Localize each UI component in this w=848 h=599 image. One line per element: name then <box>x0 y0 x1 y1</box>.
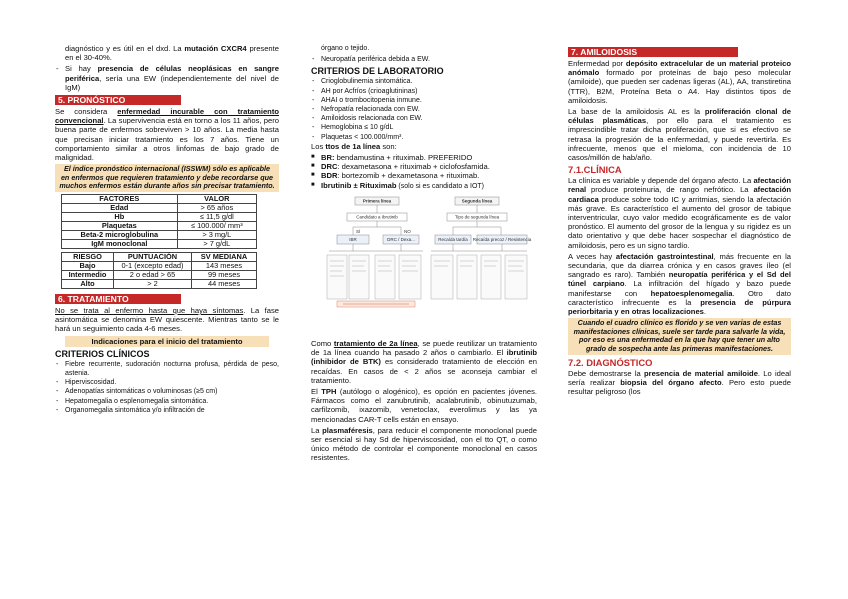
table-row: Bajo 0-1 (excepto edad) 143 meses <box>62 262 257 271</box>
amyloidosis-al-paragraph: La base de la amiloidosis AL es la proliferación clonal de células plasmáticas, por ello para el tratamiento es imprescindible tratar dicha proliferación, que si es efectivo se retrasa la progresión de la enfermedad, y puede revertirla. Es infrecuente, menos que el mieloma, con incidencia de 10 casos/millón de hab/año. <box>568 107 792 163</box>
table-row: Plaquetas ≤ 100.000/ mm³ <box>62 222 257 231</box>
diagram-leaf-boxes <box>327 255 527 299</box>
clinical-warning-note: Cuando el cuadro clínico es florido y se ven varias de estas manifestaciones clínicas, suele ser tarde para salvarle la vida, por eso es una enfermedad en la que hay que tener un alto grado de sospecha ante las primeras manifestaciones. <box>568 318 791 354</box>
amyloidosis-def-paragraph: Enfermedad por depósito extracelular de un material proteico anómalo formado por proteínas de bajo peso molecular (amiloide), que pueden ser cadenas ligeras (AL), AA, transtiretina (TTR), B2M, Proteína Beta o A4. Hay distintos tipos de amiloidosis. <box>568 59 791 105</box>
list-item: - Plaquetas < 100.000/mm³. <box>311 133 537 142</box>
factors-table <box>61 194 257 249</box>
column-right <box>568 44 791 398</box>
column-left <box>55 44 279 415</box>
list-item: - AH por Acfríos (crioaglutininas) <box>311 87 537 96</box>
treatment-drc: ■ DRC: dexametasona + rituximab + ciclofosfamida. <box>311 162 537 171</box>
primera-linea-label: Primera línea <box>362 198 392 204</box>
subsection-clinica: 7.1.CLÍNICA <box>568 164 622 176</box>
gastro-paragraph: A veces hay afectación gastrointestinal, más frecuente en la secundaria, que da diarrea crónica y en casos graves íleo (el sangrado es raro). También neuropatía periférica y el Sd del túnel carpiano. La infiltración del hígado y bazo puede manifestarse con hepatoesplenomegalia. Otro dato característico infrecuente es la presencia de púrpura periorbitaria y en otras localizaciones. <box>568 251 791 317</box>
risk-table: RIESGO PUNTUACIÓN SV MEDIANA Bajo 0-1 (excepto edad) 143 meses Intermedio 2 o edad > 65 99 meses Alto > 2 44 meses <box>61 252 257 289</box>
subsection-diagnostico: 7.2. DIAGNÓSTICO <box>568 356 653 368</box>
list-item: - Adenopatías sintomáticas o voluminosas (≥5 cm) <box>55 387 279 396</box>
list-item: - Neuropatía periférica debida a EW. <box>311 55 537 64</box>
list-item: - Hepatomegalia o esplenomegalia sintomática. <box>55 397 279 406</box>
table-row: Edad > 65 años <box>62 204 257 213</box>
intro-bullet: - Si hay presencia de células neoplásicas en sangre periférica, sería una EW (independientemente del nivel de IgM) <box>55 64 279 92</box>
treatment-br: ■ BR: bendamustina + rituximab. PREFERIDO <box>311 153 537 162</box>
drc-label: DRC / Dexa... <box>387 236 415 242</box>
factors-header-valor: VALOR <box>177 195 256 204</box>
treatment-ibrutinib: ■ Ibrutinib ± Rituximab (solo si es candidato a IOT) <box>311 181 537 191</box>
list-item: - Amiloidosis relacionada con EW. <box>311 114 537 123</box>
tph-paragraph: El TPH (autólogo o alogénico), es opción en pacientes jóvenes. Fármacos como el zanubrutinib, acalabrutinib, obinutuzumab, carfilzomib, ixazomib, venetoclax, everolimus y las ya mencionadas CAR-T cells están en ensayo. <box>311 387 537 424</box>
recaida-precoz-label: Recaída precoz / Resistencia <box>472 236 532 242</box>
si-label: SÍ <box>356 228 361 234</box>
table-row: Hb ≤ 11,5 g/dl <box>62 213 257 222</box>
factors-header-factores: FACTORES <box>62 195 178 204</box>
list-item: - Organomegalia sintomática y/o infiltración de <box>55 406 279 415</box>
plasmapheresis-paragraph: La plasmaféresis, para reducir el componente monoclonal puede ser esencial si hay Sd de hiperviscosidad, con el tto QT, o como único método de controlar el componente monoclonal en casos resistentes. <box>311 425 537 463</box>
candidato-label: Candidato a Ibrutinib <box>356 214 398 220</box>
table-row: Intermedio 2 o edad > 65 99 meses <box>62 271 257 280</box>
list-item: - Hiperviscosidad. <box>55 378 279 387</box>
lab-criteria-heading: CRITERIOS DE LABORATORIO <box>311 66 444 77</box>
diagnostico-paragraph: Debe demostrarse la presencia de material amiloide. Lo ideal sería realizar biopsia del órgano afecto. Pero esto puede resultar peligroso (los <box>568 368 791 397</box>
recaida-tardia-label: Recaída tardía <box>438 236 468 242</box>
clinical-criteria-heading: CRITERIOS CLÍNICOS <box>55 348 150 359</box>
indications-banner: Indicaciones para el inicio del tratamiento <box>65 336 269 347</box>
column-middle <box>311 44 537 465</box>
list-item: - Crioglobulinemia sintomática. <box>311 77 537 86</box>
clinica-paragraph: La clínica es variable y depende del órgano afecto. La afectación renal produce proteinuria, de rango nefrótico. La afectación cardiaca produce sobre todo IC y arritmias, siendo la afectación más grave. Es característico el aumento del grosor de tabique interventricular, cuyo valor medido ecográficamente es de valor pronóstico. El aumento del grosor de la lengua y su rigidez es un dato orientativo y que debe hacer sospechar el diagnóstico de amiloidosis, pero es un signo tardío. <box>568 176 791 250</box>
prognosis-paragraph: Se considera enfermedad incurable con tratamiento convencional. La supervivencia está en torno a los 11 años, pero buena parte de enfermos sobreviven > 10 años. La media hasta que precisan iniciar tratamiento es los 7 años. Tiene un comportamiento similar a otros linfomas de bajo grado de malignidad. <box>55 107 279 163</box>
intro-paragraph: diagnóstico y es útil en el dxd. La mutación CXCR4 presente en el 30-40%. <box>65 44 279 63</box>
first-line-intro: Los ttos de 1a línea son: <box>311 141 397 151</box>
treatment-paragraph: No se trata al enfermo hasta que haya síntomas. La fase asintomática se denomina EW quiescente. Mientras tanto se le hará un seguimiento cada 4-6 meses. <box>55 306 279 334</box>
no-label: NO <box>404 228 411 234</box>
list-item: - Hemoglobina ≤ 10 g/dL <box>311 123 537 132</box>
segunda-linea-label: Segunda línea <box>461 198 493 204</box>
treatment-bdr: ■ BDR: bortezomib + dexametasona + rituximab. <box>311 171 537 180</box>
tipo-label: Tipo de segunda línea <box>454 214 500 220</box>
table-row: Beta-2 microglobulina > 3 mg/L <box>62 231 257 240</box>
list-item: - Fiebre recurrente, sudoración nocturna profusa, pérdida de peso, astenia. <box>55 360 279 378</box>
table-row: IgM monoclonal > 7 g/dL <box>62 240 257 249</box>
section-heading-amiloidosis: 7. AMILOIDOSIS <box>568 47 738 57</box>
section-heading-tratamiento: 6. TRATAMIENTO <box>55 294 181 304</box>
treatment-flow-diagram <box>323 193 533 333</box>
list-item: - Nefropatía relacionada con EW. <box>311 105 537 114</box>
ibr-label: IBR <box>349 236 357 242</box>
continued-text: órgano o tejido. <box>321 45 370 52</box>
isswm-note: El índice pronóstico internacional (ISSWM) sólo es aplicable en enfermos que requieren tratamiento y debe recordarse que muchos enfermos están durante años sin precisar tratamiento. <box>55 164 279 192</box>
section-heading-pronostico: 5. PRONÓSTICO <box>55 95 181 105</box>
table-row: Alto > 2 44 meses <box>62 280 257 289</box>
second-line-paragraph: Como tratamiento de 2a línea, se puede reutilizar un tratamiento de 1a línea cuando ha pasado 2 años o cambiarlo. El ibrutinib (inhibidor de BTK) es considerado tratamiento de elección en recaídas. En casos de < 2 años se aconseja cambiar el tratamiento. <box>311 339 537 385</box>
list-item: - AHAI o trombocitopenia inmune. <box>311 96 537 105</box>
